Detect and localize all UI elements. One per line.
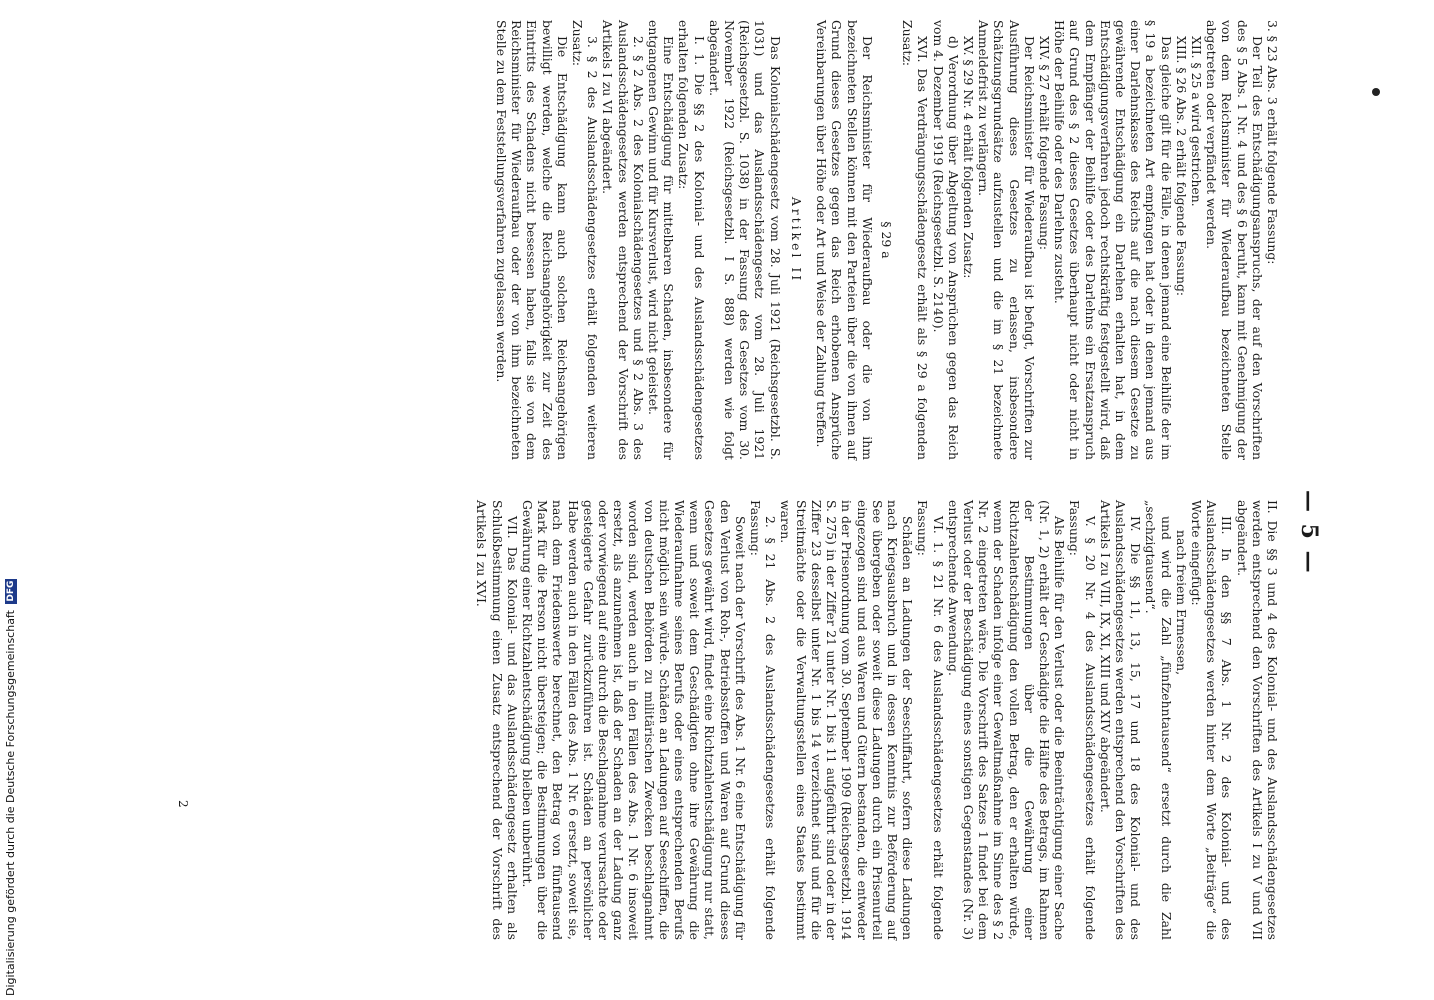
signature-mark: 2 — [176, 800, 190, 808]
paragraph: V. § 20 Nr. 4 des Auslandsschädengesetzes erhält folgende Fassung: — [1067, 500, 1098, 940]
paragraph: Die Entschädigung kann auch solchen Reichsangehörigen bewilligt werden, welche die Reichsangehörigkeit zur Zeit des Eintritts des Schadens nicht besessen haben, falls sie von dem Reichsminister für Wiederaufbau oder der von ihm bezeichneten Stelle zu dem Feststellungsverfahren zugelassen werden. — [494, 20, 570, 460]
digitization-sidebar — [4, 0, 24, 1000]
paragraph: Soweit nach der Vorschrift des Abs. 1 Nr. 6 eine Entschädigung für den Verlust von Roh-, Betriebsstoffen und Waren auf Grund dieses Gesetzes gewährt wird, findet eine Richtzahlentschädigung nur statt, wenn und soweit dem Geschädigten ohne ihre Gewährung die Wiederaufnahme seines Berufs oder eines entsprechenden Berufs nicht möglich sein würde. Schäden an Ladungen auf Seeschiffen, die von deutschen Behörden zu militärischen Zwecken beschlagnahmt worden sind, werden auch in den Fällen des Abs. 1 Nr. 6 insoweit ersetzt, als anzunehmen ist, daß der Schaden an der Ladung ganz oder vorwiegend auf eine durch die Beschlagnahme verursachte oder gesteigerte Gefahr zurückzuführen ist. Schäden an persönlicher Habe werden auch in den Fällen des Abs. 1 Nr. 6 ersetzt, soweit sie, nach dem Friedenswerte berechnet, den Betrag von fünftausend Mark für die Person nicht übersteigen; die Bestimmungen über die Gewährung einer Richtzahlentschädigung bleiben unberührt. — [520, 500, 748, 940]
rotated-document — [110, 20, 1320, 980]
paragraph: Das Kolonialschädengesetz vom 28. Juli 1921 (Reichsgesetzbl. S. 1031) und das Auslandsschädengesetz vom 28. Juli 1921 (Reichsgesetzbl. S. 1038) in der Fassung des Gesetzes vom 30. November 1922 (Reichsgesetzbl. I S. 888) werden wie folgt abgeändert. — [706, 20, 783, 460]
paragraph: II. Die §§ 3 und 4 des Kolonial- und des Auslandsschädengesetzes werden entsprechend den Vorschriften des Artikels I zu V und VII abgeändert. — [1234, 500, 1280, 940]
left-text-column — [494, 20, 1280, 460]
paragraph: 2. § 2 Abs. 2 des Kolonialschädengesetzes und § 2 Abs. 3 des Auslandsschädengesetzes werden entsprechend der Vorschrift des Artikels I zu VI abgeändert. — [600, 20, 646, 460]
paragraph: 3. § 23 Abs. 3 erhält folgende Fassung: — [1265, 20, 1280, 265]
paragraph: IV. Die §§ 11, 13, 15, 17 und 18 des Kolonial- und des Auslandsschädengesetzes werden entsprechend den Vorschriften des Artikels I zu VIII, IX, XI, XIII und XIV abgeändert. — [1097, 500, 1144, 940]
paragraph: nach freiem Ermessen, — [1173, 530, 1189, 676]
paragraph: d) Verordnung über Abgeltung von Ansprüchen gegen das Reich vom 4. Dezember 1919 (Reichsgesetzbl. S. 2140). — [930, 20, 961, 460]
paragraph: Der Reichsminister für Wiederaufbau oder die von ihm bezeichneten Stellen können mit den Parteien über die von ihnen auf Grund dieses Gesetzes gegen das Reich erhobenen Ansprüche Vereinbarungen über Höhe oder Art und Weise der Zahlung treffen. — [814, 20, 875, 460]
paragraph: XII. § 25 a wird gestrichen. — [1188, 36, 1204, 207]
paragraph: Artikel II — [788, 196, 804, 284]
paragraph: 2. § 21 Abs. 2 des Auslandsschädengesetzes erhält folgende Fassung: — [748, 500, 779, 940]
paragraph: Der Teil des Entschädigungsanspruchs, der auf den Vorschriften des § 5 Abs. 1 Nr. 4 und des § 6 beruht, kann mit Genehmigung der von dem Reichsminister für Wiederaufbau bezeichneten Stelle abgetreten oder verpfändet werden. — [1204, 20, 1265, 460]
paragraph: XIV. § 27 erhält folgende Fassung: — [1036, 36, 1052, 251]
paragraph: VII. Das Kolonial- und das Auslandsschädengesetz erhalten als Schlußbestimmung einen Zusatz entsprechend der Vorschrift des Artikels I zu XVI. — [474, 500, 520, 940]
paragraph: VI. 1. § 21 Nr. 6 des Auslandsschädengesetzes erhält folgende Fassung: — [915, 500, 946, 940]
paragraph: III. In den §§ 7 Abs. 1 Nr. 2 des Kolonial- und des Auslandsschädengesetzes werden hinter dem Worte „Beiträge“ die Worte eingefügt: — [1188, 500, 1235, 940]
paragraph: Als Beihilfe für den Verlust oder die Beeinträchtigung einer Sache (Nr. 1, 2) erhält der Geschädigte die Hälfte des Betrags, im Rahmen der Bestimmungen über die Gewährung einer Richtzahlentschädigung den vollen Betrag, den er erhalten würde, wenn der Schaden infolge einer Gewaltmaßnahme im Sinne des § 2 Nr. 2 eingetreten wäre. Die Vorschrift des Satzes 1 findet bei dem Verlust oder der Beschädigung eines sonstigen Gegenstandes (Nr. 3) entsprechende Anwendung. — [945, 500, 1068, 940]
paragraph: Das gleiche gilt für die Fälle, in denen jemand eine Beihilfe der im § 19 a bezeichneten Art empfangen hat oder in denen jemand aus einer Darlehnskasse des Reichs auf die nach diesem Gesetze zu gewährende Entschädigung ein Darlehen erhalten hat, in dem Entschädigungsverfahren jedoch rechtskräftig festgestellt wird, daß dem Empfänger der Beihilfe oder des Darlehns ein Ersatzanspruch auf Grund des § 2 dieses Gesetzes überhaupt nicht oder nicht in Höhe der Beihilfe oder des Darlehns zusteht. — [1052, 20, 1174, 460]
paragraph: § 29 a — [878, 221, 894, 259]
dfg-logo-icon: DFG — [6, 580, 16, 602]
paragraph: 3. § 2 des Auslandsschädengesetzes erhält folgenden weiteren Zusatz: — [570, 20, 601, 460]
paragraph: XIII. § 26 Abs. 2 erhält folgende Fassung: — [1173, 36, 1189, 297]
paragraph: XVI. Das Verdrängungsschädengesetz erhält als § 29 a folgenden Zusatz: — [900, 20, 931, 460]
digitization-credit — [4, 580, 17, 996]
credit-text: Digitalisierung gefördert durch die Deutsche Forschungsgemeinschaft — [4, 610, 17, 996]
scan-mark — [1372, 88, 1380, 96]
paragraph: Der Reichsminister für Wiederaufbau ist befugt, Vorschriften zur Ausführung dieses Gesetzes zu erlassen, insbesondere Schätzungsgrundsätze aufzustellen und die im § 21 bezeichnete Anmeldefrist zu verlängern. — [976, 20, 1037, 460]
paragraph: Schäden an Ladungen der Seeschiffahrt, sofern diese Ladungen nach Kriegsausbruch und in dessen Kenntnis zur Beförderung auf See übergeben oder soweit diese Ladungen durch ein Prisenurteil eingezogen sind und aus Waren und Gütern bestanden, die entweder in der Prisenordnung vom 30. September 1909 (Reichsgesetzbl. 1914 S. 275) in der Ziffer 21 unter Nr. 1 bis 11 aufgeführt sind oder in der Ziffer 23 desselbst unter Nr. 1 bis 14 verzeichnet sind und für die Streitmächte oder die Verwaltungsstellen eines Staates bestimmt waren. — [778, 500, 916, 940]
paragraph: und wird die Zahl „fünfzehntausend“ ersetzt durch die Zahl „sechzigtausend“. — [1143, 500, 1174, 940]
paragraph: I. 1. Die §§ 2 des Kolonial- und des Auslandsschädengesetzes erhalten folgenden Zusatz: — [676, 20, 707, 460]
paragraph: Eine Entschädigung für mittelbaren Schaden, insbesondere für entgangenen Gewinn und für Kursverlust, wird nicht geleistet. — [646, 20, 677, 460]
paragraph: XV. § 29 Nr. 4 erhält folgenden Zusatz: — [960, 36, 976, 279]
right-text-column — [474, 500, 1280, 940]
page-number: — 5 — — [1296, 490, 1322, 575]
